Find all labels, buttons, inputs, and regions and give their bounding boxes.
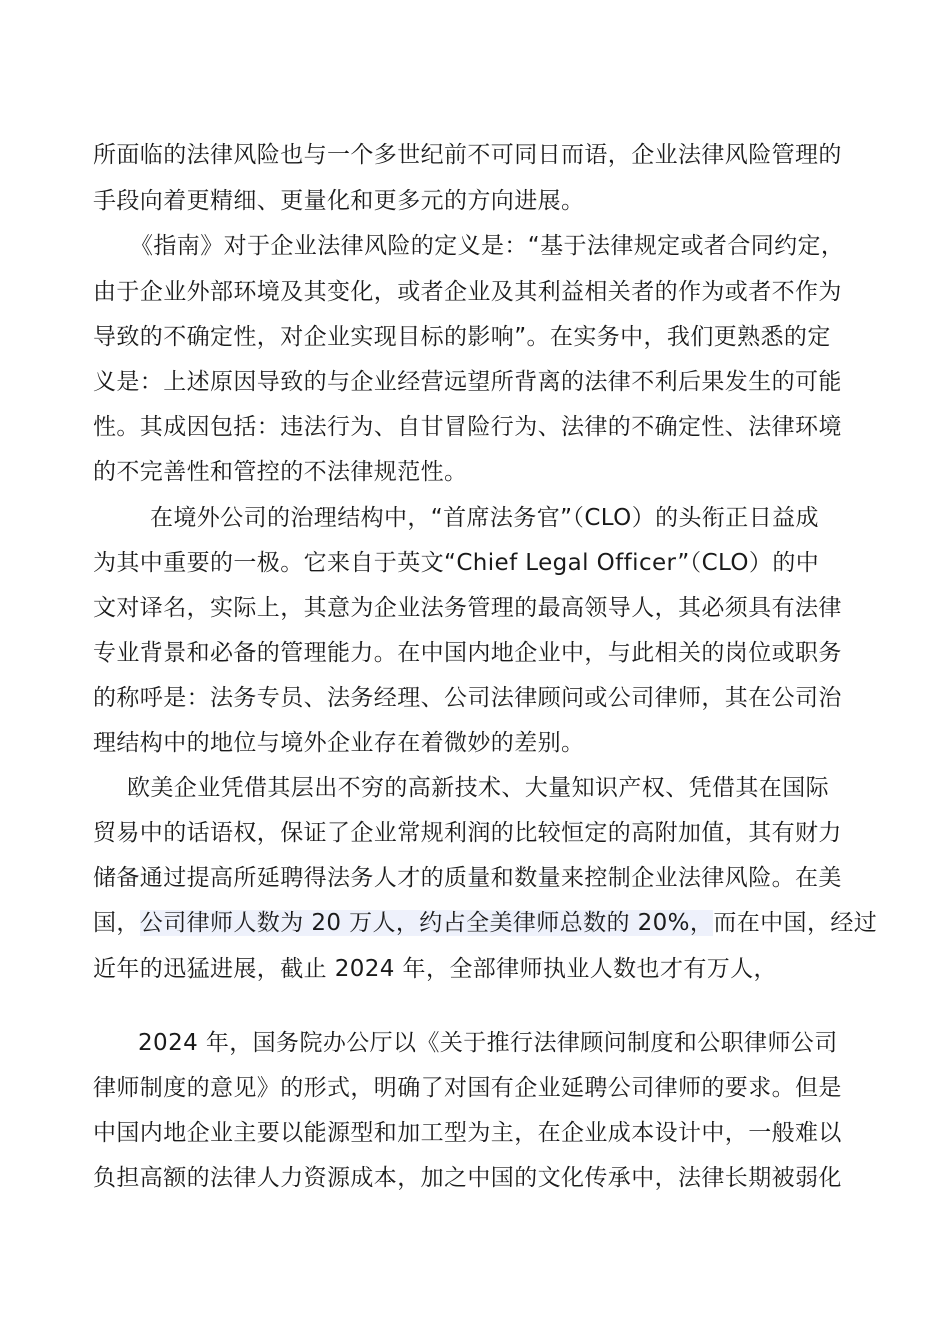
paragraph-3-line-4: 专业背景和必备的管理能力。在中国内地企业中，与此相关的岗位或职务 xyxy=(93,640,842,666)
paragraph-5-line-4: 负担高额的法律人力资源成本，加之中国的文化传承中，法律长期被弱化 xyxy=(93,1165,842,1191)
highlighted-statistic: 公司律师人数为 20 万人，约占全美律师总数的 20%， xyxy=(139,910,714,936)
paragraph-5-line-1: 2024 年，国务院办公厅以《关于推行法律顾问制度和公职律师公司 xyxy=(138,1030,838,1056)
paragraph-5-line-3: 中国内地企业主要以能源型和加工型为主，在企业成本设计中，一般难以 xyxy=(93,1120,842,1146)
paragraph-2-line-2: 由于企业外部环境及其变化，或者企业及其利益相关者的作为或者不作为 xyxy=(93,279,842,305)
paragraph-3-line-5: 的称呼是：法务专员、法务经理、公司法律顾问或公司律师，其在公司治 xyxy=(93,685,842,711)
paragraph-4-line-5: 近年的迅猛进展，截止 2024 年，全部律师执业人数也才有万人， xyxy=(93,956,777,982)
paragraph-3-line-2: 为其中重要的一极。它来自于英文“Chief Legal Officer”（CLO）的中 xyxy=(93,550,820,576)
paragraph-4-line-1: 欧美企业凭借其层出不穷的高新技术、大量知识产权、凭借其在国际 xyxy=(127,775,829,801)
paragraph-3-line-1: 在境外公司的治理结构中，“首席法务官”（CLO）的头衔正日益成 xyxy=(150,505,819,531)
paragraph-3-line-3: 文对译名，实际上，其意为企业法务管理的最高领导人，其必须具有法律 xyxy=(93,595,842,621)
paragraph-2-line-4: 义是：上述原因导致的与企业经营远望所背离的法律不利后果发生的可能 xyxy=(93,369,842,395)
paragraph-1-line-2: 手段向着更精细、更量化和更多元的方向进展。 xyxy=(93,188,585,214)
paragraph-2-line-3: 导致的不确定性，对企业实现目标的影响”。在实务中，我们更熟悉的定 xyxy=(93,324,831,350)
paragraph-2-line-5: 性。其成因包括：违法行为、自甘冒险行为、法律的不确定性、法律环境 xyxy=(93,414,842,440)
paragraph-4-line-4-end: 而在中国，经过 xyxy=(713,910,878,936)
paragraph-5-line-2: 律师制度的意见》的形式，明确了对国有企业延聘公司律师的要求。但是 xyxy=(93,1075,842,1101)
paragraph-2-line-6: 的不完善性和管控的不法律规范性。 xyxy=(93,459,468,485)
paragraph-3-line-6: 理结构中的地位与境外企业存在着微妙的差别。 xyxy=(93,730,585,756)
paragraph-4-line-4-start: 国， xyxy=(93,910,140,936)
paragraph-4-line-3: 储备通过提高所延聘得法务人才的质量和数量来控制企业法律风险。在美 xyxy=(93,865,842,891)
paragraph-2-line-1: 《指南》对于企业法律风险的定义是：“基于法律规定或者合同约定， xyxy=(130,233,845,259)
paragraph-4-line-2: 贸易中的话语权，保证了企业常规利润的比较恒定的高附加值，其有财力 xyxy=(93,820,842,846)
paragraph-4-line-4 xyxy=(93,908,877,938)
paragraph-1-line-1: 所面临的法律风险也与一个多世纪前不可同日而语，企业法律风险管理的 xyxy=(93,142,842,168)
